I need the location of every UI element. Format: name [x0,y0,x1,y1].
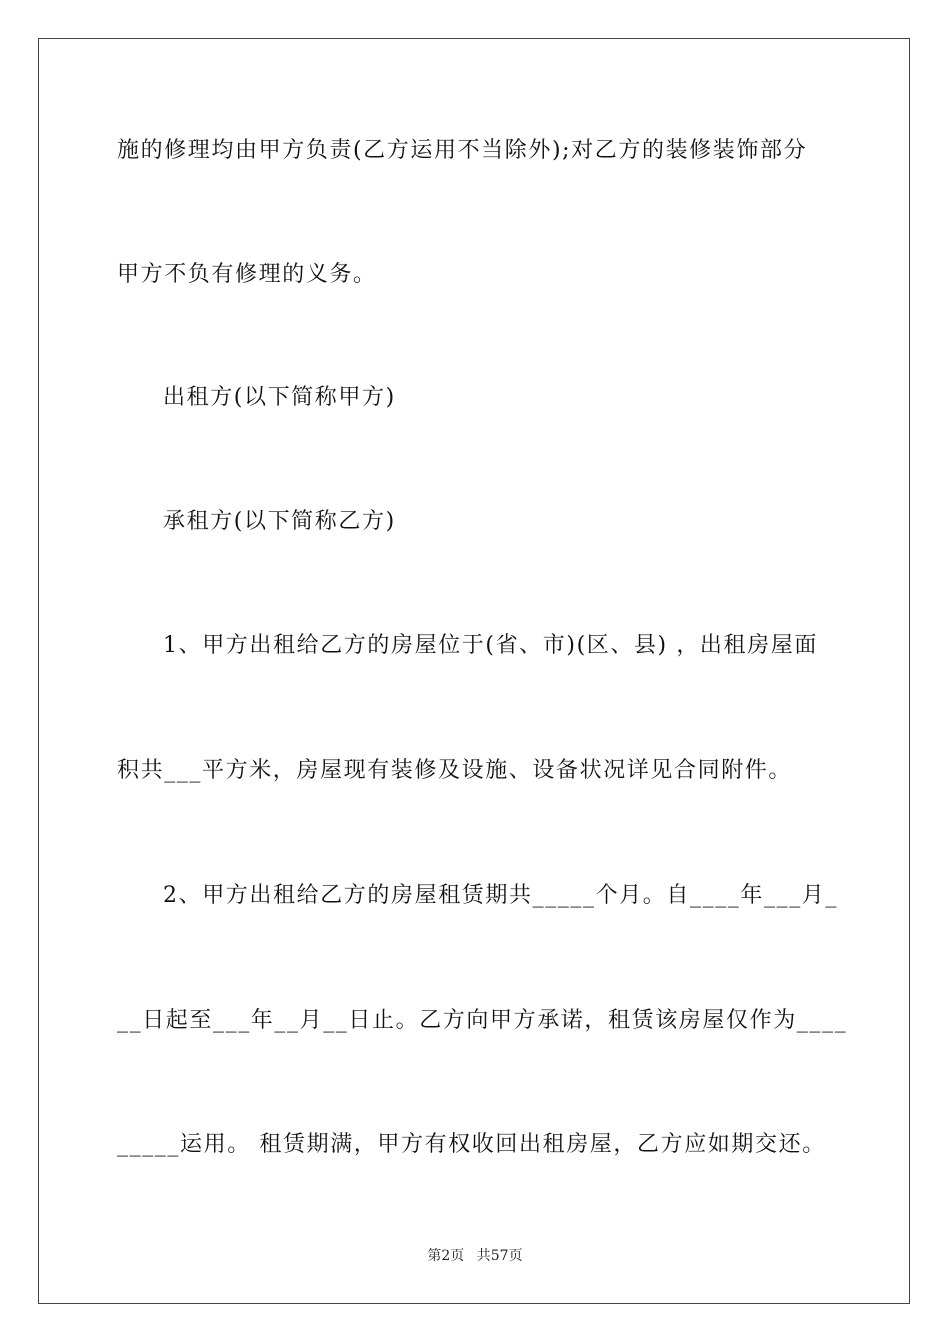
paragraph-line: 施的修理均由甲方负责(乙方运用不当除外);对乙方的装修装饰部分 [117,138,808,163]
lessor-line: 出租方(以下简称甲方) [163,385,396,410]
clause-2-line: 2、甲方出租给乙方的房屋租赁期共_____个月。自____年___月_ [163,883,838,908]
paragraph-line: 积共___平方米，房屋现有装修及设施、设备状况详见合同附件。 [117,758,793,783]
paragraph-line: __日起至___年__月__日止。乙方向甲方承诺，租赁该房屋仅作为____ [117,1008,848,1033]
page-frame [38,38,910,1304]
paragraph-line: 甲方不负有修理的义务。 [117,262,377,287]
page-footer [0,1246,950,1266]
page-number: 第2页 [427,1248,465,1264]
clause-1-line: 1、甲方出租给乙方的房屋位于(省、市)(区、县) ，出租房屋面 [163,633,818,658]
page-total: 共57页 [476,1248,523,1264]
paragraph-line: _____运用。 租赁期满，甲方有权收回出租房屋，乙方应如期交还。 [117,1132,826,1157]
lessee-line: 承租方(以下简称乙方) [163,509,396,534]
